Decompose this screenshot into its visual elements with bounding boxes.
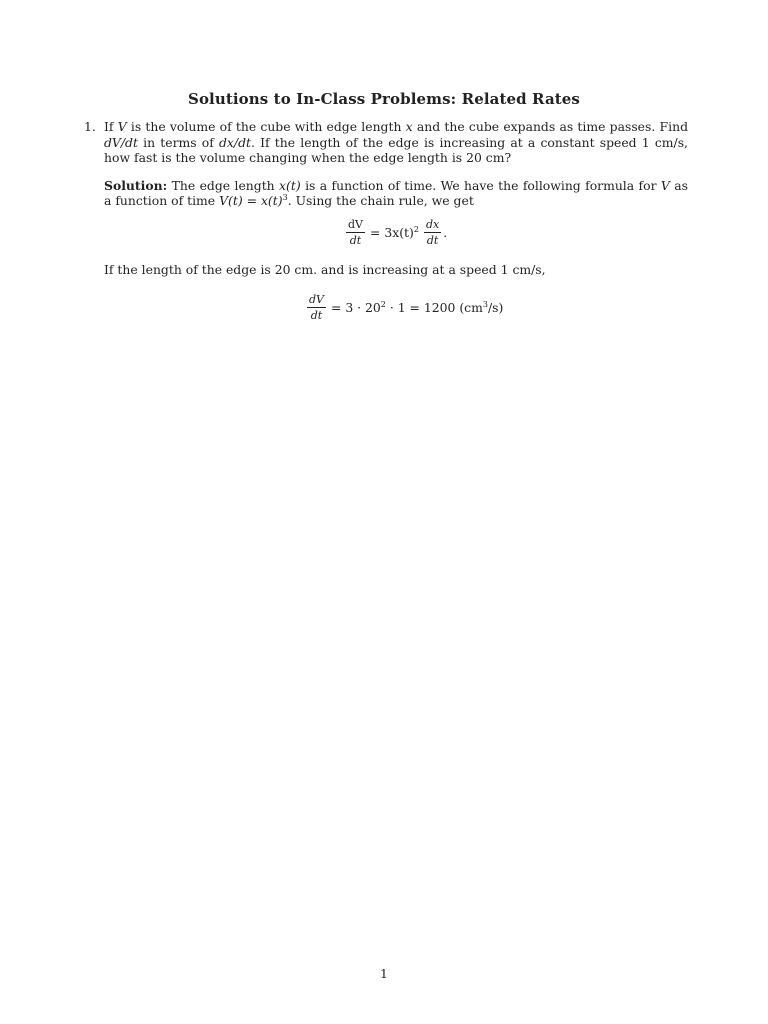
solution-text-segment: as a function of time [104,177,689,208]
fraction-denominator: dt [426,234,439,247]
problem-text-segment: and the cube expands as time passes. Find [412,119,688,134]
paragraph-given-values: If the length of the edge is 20 cm. and is increasing at a speed 1 cm/s, [104,262,546,277]
fraction-denominator: dt [349,234,362,247]
math-variable: x [405,119,413,134]
equation-rhs [331,300,503,315]
solution-text-segment: The edge length [167,177,280,193]
math-variable: V [117,119,127,134]
solution-label: Solution: [104,177,168,193]
fraction-dx-dt [424,218,441,247]
page-number: 1 [380,966,388,981]
equation-text: = 3x(t) [370,225,414,240]
problem-text-segment: If [104,119,118,134]
fraction-denominator: dt [310,309,323,322]
equation-text: · 1 = 1200 (cm [385,300,483,315]
solution-paragraph [104,178,688,209]
equation-chain-rule [344,218,447,247]
solution-text-segment: is a function of time. We have the following formula for [300,177,661,193]
math-expression: dx/dt [219,134,252,150]
math-exponent: 2 [380,300,386,309]
fraction-numerator: dV [348,218,363,231]
fraction-dv-dt [307,293,326,322]
problem-text-segment: in terms of [137,134,219,150]
math-expression: dV/dt [104,134,138,150]
equation-text: /s) [487,300,504,315]
problem-statement [104,119,688,166]
math-exponent: 2 [413,225,419,234]
fraction-numerator: dx [425,218,440,231]
page-title: Solutions to In-Class Problems: Related Rates [188,90,580,108]
math-exponent: 3 [482,300,488,309]
problem-text-segment: . If the length of the edge is increasing at a constant speed 1 cm/s, how fast is the volume changing when the edge length is 20 cm? [104,134,688,165]
equation-middle [370,225,419,240]
equation-period: . [443,225,448,240]
problem-1 [84,119,688,209]
fraction-numerator: dV [309,293,324,306]
solution-text-segment: . Using the chain rule, we get [287,193,474,208]
problem-number: 1. [84,119,96,134]
equation-text: = 3 · 20 [331,300,381,315]
math-variable: V [660,177,670,193]
math-exponent: 3 [282,193,288,202]
equation-result [305,293,506,322]
fraction-dv-dt [346,218,365,247]
problem-text-segment: is the volume of the cube with edge length [126,119,406,134]
math-expression: V(t) = x(t) [219,193,283,208]
math-expression: x(t) [279,177,301,193]
